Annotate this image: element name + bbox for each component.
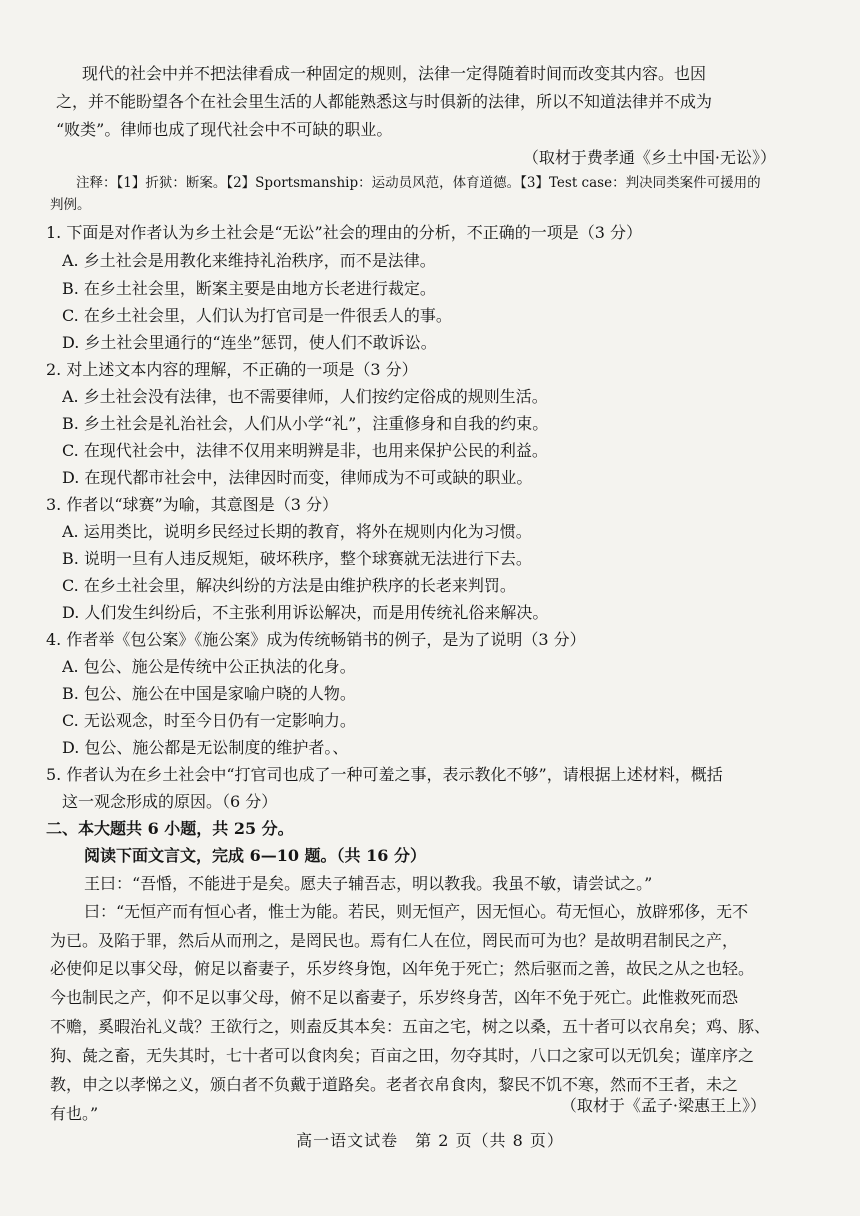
answer-option: C. 在乡土社会里，人们认为打官司是一件很丢人的事。 [62, 306, 452, 325]
passage-line: 之，并不能盼望各个在社会里生活的人都能熟悉这与时俱新的法律，所以不知道法律并不成为 [56, 92, 713, 111]
section-subheading: 阅读下面文言文，完成 6—10 题。（共 16 分） [84, 846, 426, 865]
source-citation: （取材于费孝通《乡土中国·无讼》） [522, 148, 776, 167]
answer-option: B. 包公、施公在中国是家喻户晓的人物。 [62, 684, 356, 703]
notes-line: 注释：【1】折狱：断案。【2】Sportsmanship：运动员风范，体育道德。【3】Test case：判决同类案件可援用的 [76, 175, 761, 191]
question-stem: 5. 作者认为在乡土社会中“打官司也成了一种可羞之事，表示教化不够”，请根据上述材料，概括 [46, 765, 723, 784]
answer-option: B. 乡土社会是礼治社会，人们从小学“礼”，注重修身和自我的约束。 [62, 414, 549, 433]
answer-option: D. 包公、施公都是无讼制度的维护者。、 [62, 738, 349, 757]
classical-text-line: 必使仰足以事父母，俯足以畜妻子，乐岁终身饱，凶年免于死亡；然后驱而之善，故民之从之也轻。 [50, 959, 755, 978]
source-citation: （取材于《孟子·梁惠王上》） [560, 1096, 766, 1115]
answer-option: A. 乡土社会是用教化来维持礼治秩序，而不是法律。 [62, 251, 436, 270]
answer-option: B. 说明一旦有人违反规矩，破坏秩序，整个球赛就无法进行下去。 [62, 549, 532, 568]
notes-line: 判例。 [50, 197, 91, 213]
passage-line: “败类”。律师也成了现代社会中不可缺的职业。 [56, 120, 393, 139]
answer-option: D. 在现代都市社会中，法律因时而变，律师成为不可或缺的职业。 [62, 468, 533, 487]
answer-option: A. 包公、施公是传统中公正执法的化身。 [62, 657, 356, 676]
answer-option: B. 在乡土社会里，断案主要是由地方长老进行裁定。 [62, 279, 436, 298]
question-stem-continued: 这一观念形成的原因。（6 分） [62, 792, 278, 811]
classical-text-line: 为已。及陷于罪，然后从而刑之，是罔民也。焉有仁人在位，罔民而可为也？是故明君制民之产， [50, 931, 739, 950]
question-stem: 1. 下面是对作者认为乡土社会是“无讼”社会的理由的分析，不正确的一项是（3 分） [46, 223, 642, 242]
answer-option: C. 在乡土社会里，解决纠纷的方法是由维护秩序的长老来判罚。 [62, 576, 516, 595]
question-stem: 3. 作者以“球赛”为喻，其意图是（3 分） [46, 495, 338, 514]
page-footer: 高一语文试卷 第 2 页（共 8 页） [296, 1131, 564, 1150]
classical-text-line: 王曰：“吾惛，不能进于是矣。愿夫子辅吾志，明以教我。我虽不敏，请尝试之。” [84, 874, 653, 893]
answer-option: C. 无讼观念，时至今日仍有一定影响力。 [62, 711, 356, 730]
answer-option: C. 在现代社会中，法律不仅用来明辨是非，也用来保护公民的利益。 [62, 441, 548, 460]
classical-text-line: 今也制民之产，仰不足以事父母，俯不足以畜妻子，乐岁终身苦，凶年不免于死亡。此惟救死而恐 [50, 988, 739, 1007]
passage-line: 现代的社会中并不把法律看成一种固定的规则，法律一定得随着时间而改变其内容。也因 [82, 64, 707, 83]
classical-text-line: 曰：“无恒产而有恒心者，惟士为能。若民，则无恒产，因无恒心。苟无恒心，放辟邪侈，无不 [84, 902, 749, 921]
classical-text-line: 有也。” [50, 1104, 99, 1123]
classical-text-line: 不赡，奚暇治礼义哉？王欲行之，则盍反其本矣：五亩之宅，树之以桑，五十者可以衣帛矣；鸡、豚、 [50, 1017, 771, 1036]
section-heading: 二、本大题共 6 小题，共 25 分。 [46, 819, 294, 838]
question-stem: 2. 对上述文本内容的理解，不正确的一项是（3 分） [46, 360, 418, 379]
answer-option: A. 乡土社会没有法律，也不需要律师，人们按约定俗成的规则生活。 [62, 387, 548, 406]
classical-text-line: 狗、彘之畜，无失其时，七十者可以食肉矣；百亩之田，勿夺其时，八口之家可以无饥矣；谨庠序之 [50, 1046, 755, 1065]
answer-option: D. 乡土社会里通行的“连坐”惩罚，使人们不敢诉讼。 [62, 333, 437, 352]
classical-text-line: 教，申之以孝悌之义，颁白者不负戴于道路矣。老者衣帛食肉，黎民不饥不寒，然而不王者，未之 [50, 1075, 739, 1094]
answer-option: A. 运用类比，说明乡民经过长期的教育，将外在规则内化为习惯。 [62, 522, 532, 541]
answer-option: D. 人们发生纠纷后，不主张利用诉讼解决，而是用传统礼俗来解决。 [62, 603, 549, 622]
question-stem: 4. 作者举《包公案》《施公案》成为传统畅销书的例子，是为了说明（3 分） [46, 630, 586, 649]
